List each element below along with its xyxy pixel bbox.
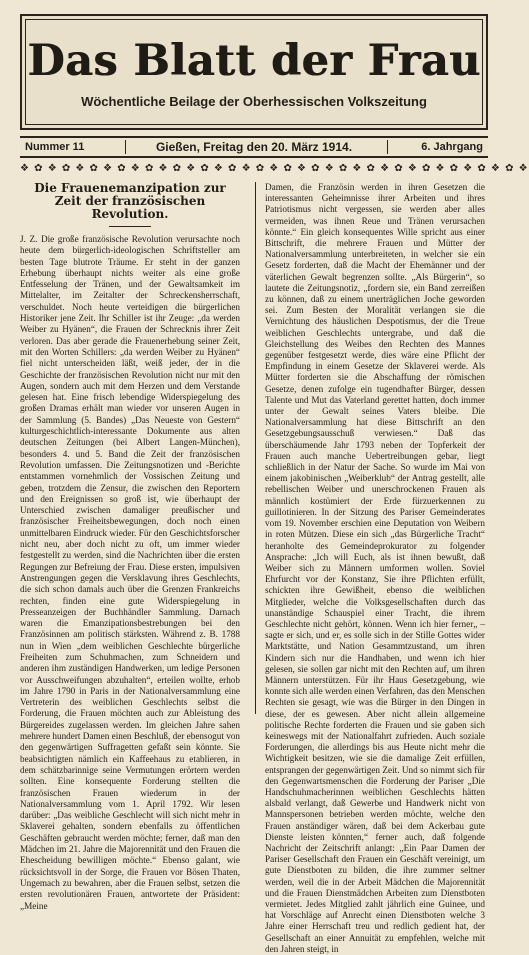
headline-divider — [109, 226, 151, 227]
newspaper-title: Das Blatt der Frau — [27, 36, 481, 86]
newspaper-subtitle: Wöchentliche Beilage der Oberhessischen Volkszeitung — [81, 94, 427, 109]
issue-number: Nummer 11 — [25, 140, 126, 154]
article-body-right: Damen, die Französin werden in ihren Gesetzen die interessanten Geheimnisse ihrer Arbeiten und ihres Patriotismus nicht vergessen, sie werden aber alles vermeiden, was ihnen Reue und Tränen verursachen könnte.“ Ein gleich konsequentes Wille spricht aus einer Bittschrift, die mehrere Frauen und Mütter der Nationalversammlung unterbreiteten, in welcher sie ein Gesetz forderten, daß die Macht der Ehemänner und der väterlichen Gewalt begrenzen sollte. „Als Bürgerin“, so lautete die Zeitungsnotiz, „fordern sie, ein Band zerreißen zu können, daß zu einem unerträglichen Joche geworden sei. Zum Besten der Moralität verlangen sie die Vernichtung des häuslichen Despotismus, der die Treue weiblichen Geschlechts untergrabe, und daß die Gleichstellung des Weibes den Rechten des Mannes gegenüber festgesetzt werde, dies wäre eine Pflicht der Empfindung in einem Gesetze der Sklaverei werde. Als Mütter forderten sie die Abschaffung der römischen Gesetze, denen zufolge ein tugendhafter Bürger, dessen Talente und Mut das Vaterland gerettet hatten, doch immer unter der Gewalt seines Vaters bleibe. Die Nationalversammlung hat diese Bittschrift an den Gesetzgebungsausschuß verwiesen.“ Daß das überschäumende Jahr 1793 neben der Topferkeit der Frauen auch manche Uebertreibungen gebar, liegt schließlich in der Natur der Sache. So wurde im Mai von einem jakobinischen „Weiberklub“ der Antrag gestellt, alle rebellischen Weiber und unerschrockenen Frauen als männlich kostümiert der Erde fürzuerkennen zu guillotinieren. In der Sitzung des Pariser Gemeinderates vom 19. November erschien eine Deputation von Weibern in roten Mützen. Diese ein sich „das Bürgerliche Tracht“ heranholte des Gemeindeprokurator zu folgender Ansprache: „Ich will Euch, als ist ihnen bewußt, daß Weiber sich zu Männern umformen wollen. Soviel Ehrfurcht vor der Konstanz, Sie ihre Pflichten erfüllt, schickten ihre Gewißheit, ebenso die weiblichen Mitglieder, welche die Volksgesellschaften durch das unanständige Schauspiel einer Tracht, die ihrem Geschlechte nicht gehört, können. Wenn ich hier ferner„ – sagte er sich, und er, es solle sich in der Stille Gottes wider Marktstätte, und Nation Gesammtzustand, um ihren Kindern sich nur die Handhaben, und wenn ich hier gelesen, sie sollen gar nicht mit den Rechten auf, um ihren Männern unterstützen. Für ihr Haus Gesetzgebung, wie konnte sich alle werden einen Verfahren, das den Menschen Rechten sie gesagt, wie was die Bürger in den Dingen in diese, der es gewesen. Aber nicht allein allgemeine politische Rechte forderten die Frauen und sie gaben sich keineswegs mit der Nationalfahrt zufrieden. Auch soziale Forderungen, die allerdings bis aus Heute nicht mehr die Wichtigkeit besitzen, wie sie die damalige Zeit erfüllen, entsprangen der gegenwärtigen Zeit. Und so nimmt sich für den Gegenwartsmenschen die Forderung der Pariser „Die Handschuhmacherinnen weiblichen Geschlechts hätten alsbald verlangt, daß Gewerbe und Handwerk nicht von Mannspersonen betrieben werden möchte, welche den Frauen anständiger wären, daß bei dem Ackerbau gute Dienste leisten könnten,“ ferner auch, daß folgende Nachricht der Zeitschrift anlangt: „Ein Paar Damen der Pariser Gesellschaft den Frauen ein Geschäft vereinigt, um gute Dienstboten zu bilden, die ihre zummer seltner werden, weil die in der Arbeit Mädchen die Majorennität und die Frauen Dienstmädchen Arbeiten zum Dienstboten vermietet. Jedes Mitglied zahlt jährlich eine Guinee, und hat Vorschläge auf Anrecht einen Dienstboten welche 3 Jahre einer Herrschaft treu und redlich gedient hat, der Gesellschaft an einer Annuität zu empfehlen, welche mit den Jahren steigt, in — [265, 182, 485, 954]
right-column — [265, 182, 485, 954]
article-headline: Die Frauenemanzipation zur Zeit der französischen Revolution. — [34, 181, 226, 221]
column-divider — [255, 182, 256, 714]
masthead — [20, 14, 488, 130]
left-column — [20, 181, 240, 911]
dateline: Gießen, Freitag den 20. März 1914. — [155, 140, 353, 154]
article-body-left: J. Z. Die große französische Revolution verursachte noch heute dem bürgerlich-ideologischen Schriftsteller am besten Tage blutrote Träume. Er steht in der ganzen Erhebung überhaupt nichts weiter als eine große Entfesselung der Tränen, und der Gewaltsamkeit im Mittelalter, im Zeitalter der Schreckensherrschaft, verschuldet. Noch heute verteidigen die bürgerlichen Historiker jene Zeit. Ihr Schiller ist ihr Zeuge: „da werden Weiber zu Hyänen“, die Frauen der Schrecknis ihrer Zeit verloren. Das aber gerade die Frauenerhebung seiner Zeit, mit den Worten Schillers: „da werden Weiber zu Hyänen“ fiel nicht unterscheiden läßt, weiß jeder, der in die Geschichte der französischen Revolution nicht nur mit den Augen, sondern auch mit dem Herzen und dem Verstande gelesen hat. Eine frisch lebendige Widerspiegelung des großen Dramas erhält man wieder vor unseren Augen in der Sammlung (5. Bandes) „Das Neueste von Gestern“ kulturgeschichtlich-interessante Dokumente aus alten deutschen Zeitungen (bei Albert Langen-München), besonders 4. und 5. Band die Zeit der französischen Revolution umfassen. Die Zeitungsnotizen und -Berichte entstammen vornehmlich der Vossischen Zeitung und geben, trotzdem die Zensur, die zwischen den Reportern und den Ereignissen so groß ist, wie überhaupt der Unterschied zwischen damaliger preußischer und französischer Freiheitsbewegungen, doch noch einen unmittelbaren Eindruck wieder. Für den Geschichtsforscher nicht neu, aber doch nicht zu oft, um immer wieder festgestellt zu werden, sind die Nachrichten über die ersten Regungen zur Befreiung der Frau. Diese ersten, impulsiven Anstrengungen gegen die Versklavung ihres Geschlechts, die sich schon damals auch über die Grenzen Frankreichs rechten, finden eine gute Widerspiegelung in Presseanzeigen der Buchhändler Sammlung. Darnach waren die Emanzipationsbestrebungen bei den Französinnen am politisch stärksten. Während z. B. 1788 nun in Wien „dem weiblichen Geschlechte bürgerliche Freiheiten zum Schuhmachen, zum Schneidern und anderen ihm zuständigen Handwerken, um ledige Personen vor Ausschweifungen abzuhalten“, erteilen wollte, erhob im Jahre 1790 in Paris in der Nationalversammlung eine Vertreterin des weiblichen Geschlechts selbst die Forderung, die Frauen möchten auch zur Ableistung des Bürgereides zugelassen werden. Im gleichen Jahre sahen mehrere hundert Damen einen Beschluß, der ebensogut von den gegenwärtigen Suffragetten gefaßt sein könnte. Sie beabsichtigten nämlich ein Kaffeehaus zu etablieren, in dem schätzbarinnige seine Vermutungen erörtern werden sollten. Eine konsequente Forderung stellten die französischen Frauen wiederum in der Nationalversammlung vom 1. April 1792. Wir lesen darüber: „Das weibliche Geschlecht will sich nicht mehr in Sklaverei gehalten, sondern ebenfalls zu öffentlichen Geschäften gebraucht werden möchte; ferner, daß man den Mädchen im 21. Jahre die Majorennität und den Frauen die Ehescheidung bewilligen möchte.“ Ebenso galant, wie rücksichtsvoll in der Sorge, die Frauen vor Bösen Thaten, Ungemach zu bewahren, aber die Frauen selbst, setzen die ersten revolutionären Frauen, antwortete der Präsident: „Meine — [20, 234, 240, 911]
volume-year: 6. Jahrgang — [387, 140, 483, 154]
info-bar — [20, 136, 488, 158]
ornamental-border: ❖ ✿ ❖ ✿ ❖ ✿ ❖ ✿ ❖ ✿ ❖ ✿ ❖ ✿ ❖ ✿ ❖ ✿ ❖ ✿ ❖ ✿ ❖ ✿ ❖ ✿ ❖ ✿ ❖ ✿ ❖ ✿ ❖ ✿ ❖ ✿ ❖ — [20, 163, 529, 174]
